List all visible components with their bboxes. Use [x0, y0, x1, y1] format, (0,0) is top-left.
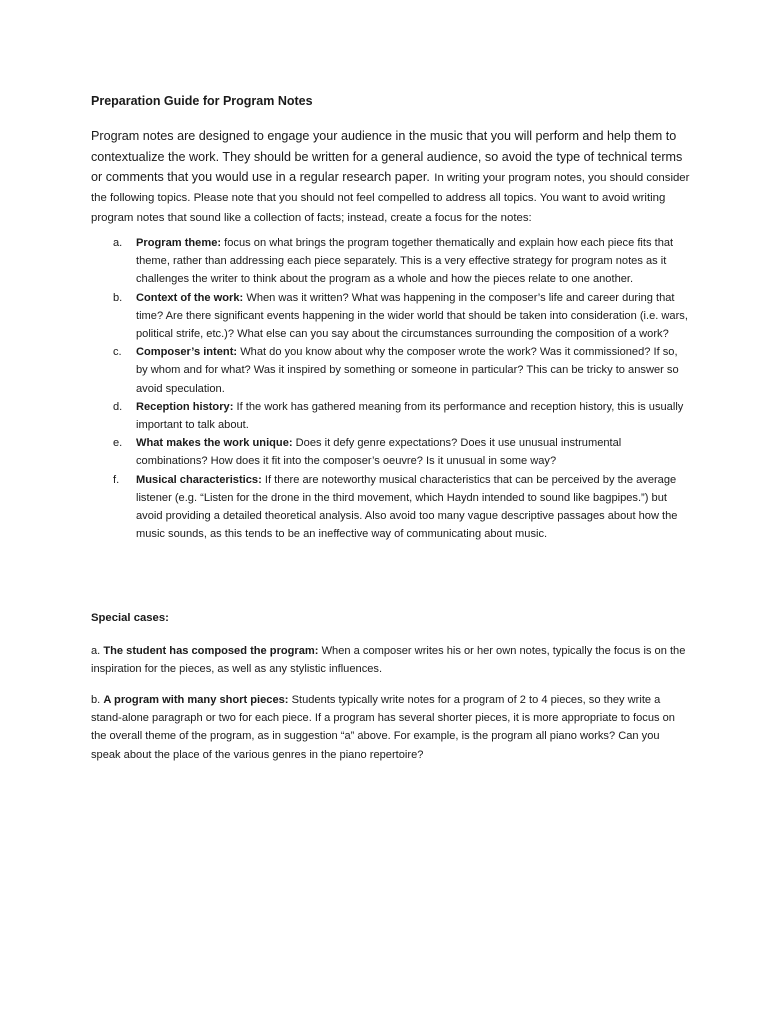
topic-item-program-theme — [91, 234, 691, 289]
topic-item-reception-history — [91, 398, 691, 434]
topic-item-composer-intent — [91, 343, 691, 398]
special-case-composed-program — [91, 642, 691, 678]
topic-name: Context of the work: — [136, 291, 244, 304]
topic-name: What makes the work unique: — [136, 437, 293, 450]
topic-letter: d. — [113, 400, 123, 413]
special-cases-heading: Special cases: — [91, 612, 169, 624]
topic-letter: a. — [113, 237, 123, 249]
intro-paragraph — [91, 126, 691, 228]
case-text: Students typically write notes for a program of 2 to 4 pieces, so they write a stand-alone paragraph or two for each piece. If a program has several shorter pieces, it is more appropriate to focus on the overall theme of the program, as in suggestion “a” above. For example, is the program all piano works? Can you speak about the place of the various genres in the piano repertoire? — [91, 694, 675, 761]
topic-item-unique — [91, 434, 691, 470]
topic-name: Program theme: — [136, 237, 222, 249]
case-name: The student has composed the program: — [103, 645, 319, 657]
case-text: When a composer writes his or her own notes, typically the focus is on the inspiration for the pieces, as well as any stylistic influences. — [91, 645, 686, 676]
topic-item-context — [91, 289, 691, 344]
topic-letter: e. — [113, 437, 123, 450]
topic-text: If the work has gathered meaning from its performance and reception history, this is usually important to talk about. — [136, 400, 684, 432]
case-letter: a. — [91, 645, 101, 657]
topics-list — [91, 234, 691, 543]
topic-item-musical-characteristics — [91, 471, 691, 544]
topic-text: When was it written? What was happening in the composer’s life and career during that time? Are there significant events happening in the wider world that should be taken into consideration (i.e. wars, political strife, etc.)? What else can you say about the circumstances surrounding the composition of a work? — [136, 291, 688, 341]
document-title: Preparation Guide for Program Notes — [91, 94, 313, 108]
topic-letter: f. — [113, 473, 120, 486]
case-letter: b. — [91, 694, 101, 706]
topic-text: What do you know about why the composer wrote the work? Was it commissioned? If so, by whom and for what? Was it inspired by something or someone in particular? This can be tricky to answer so avoid speculation. — [136, 346, 679, 395]
topic-text: If there are noteworthy musical characteristics that can be perceived by the average listener (e.g. “Listen for the drone in the third movement, which Haydn intended to sound like bagpipes.”) but avoid providing a detailed theoretical analysis. Also avoid too many vague descriptive passages about how the music sounds, as this tends to be an ineffective way of communicating about music. — [136, 473, 678, 541]
intro-lead-text: Program notes are designed to engage your audience in the music that you will perform and help them to contextualize the work. They should be written for a general audience, so avoid the type of technical terms or comments that you would use in a regular research paper. — [91, 129, 683, 184]
case-name: A program with many short pieces: — [103, 694, 289, 706]
intro-rest-text: In writing your program notes, you should consider the following topics. Please note that you should not feel compelled to address all topics. You want to avoid writing program notes that sound like a collection of facts; instead, create a focus for the notes: — [91, 172, 690, 224]
topic-letter: c. — [113, 346, 122, 359]
topic-text: focus on what brings the program together thematically and explain how each piece fits that theme, rather than addressing each piece separately. This is a very effective strategy for program notes as it challenges the writer to think about the program as a whole and how the pieces relate to one another. — [136, 237, 674, 286]
topic-letter: b. — [113, 291, 123, 304]
topic-name: Composer’s intent: — [136, 346, 238, 359]
topic-text: Does it defy genre expectations? Does it use unusual instrumental combinations? How does it fit into the composer’s oeuvre? Is it unusual in some way? — [136, 437, 622, 468]
topic-name: Reception history: — [136, 400, 234, 413]
topic-name: Musical characteristics: — [136, 473, 262, 486]
special-case-short-pieces — [91, 691, 691, 764]
